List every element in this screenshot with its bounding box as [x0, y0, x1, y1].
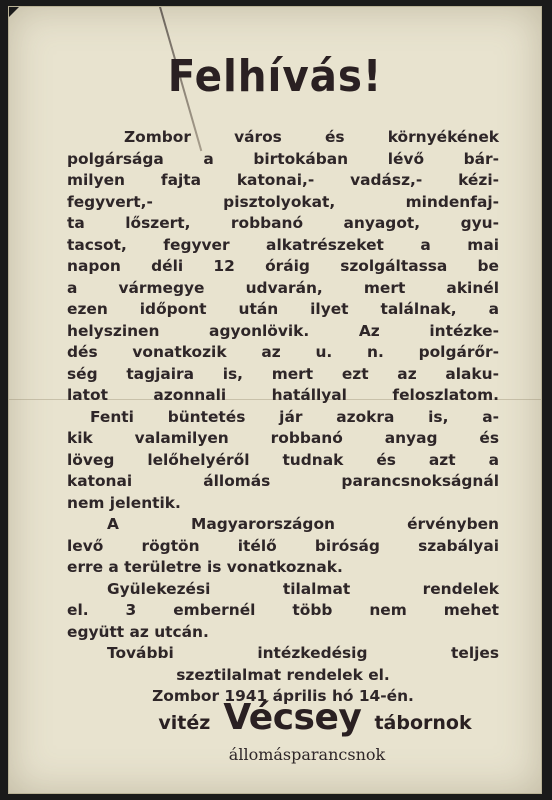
- body-line: erre a területre is vonatkoznak.: [67, 558, 343, 576]
- body-line: kik valamilyen robbanó anyag és: [67, 429, 499, 447]
- body-line: szeztilalmat rendelek el.: [176, 665, 390, 684]
- body-line: együtt az utcán.: [67, 622, 209, 641]
- body-line: További intézkedésig teljes: [107, 644, 499, 662]
- body-line: napon déli 12 óráig szolgáltassa be: [67, 257, 499, 275]
- poster-title: Felhívás!: [167, 51, 383, 102]
- body-line: Gyülekezési tilalmat rendelek: [107, 579, 499, 598]
- poster-body: [67, 127, 499, 708]
- poster-sheet: [8, 6, 542, 794]
- body-line: polgársága a birtokában lévő bár-: [67, 149, 499, 168]
- torn-corner: [8, 6, 21, 19]
- body-line: nem jelentik.: [67, 493, 181, 512]
- body-line: ta lőszert, robbanó anyagot, gyu-: [67, 214, 499, 232]
- body-line: katonai állomás parancsnokságnál: [67, 472, 499, 490]
- body-line: milyen fajta katonai,- vadász,- kézi-: [67, 171, 499, 189]
- date-line: Zombor 1941 április hó 14-én.: [152, 687, 414, 705]
- body-line: a vármegye udvarán, mert akinél: [67, 278, 499, 297]
- station-commander: állomásparancsnok: [228, 745, 386, 764]
- body-line: Fenti büntetés jár azokra is, a-: [90, 407, 499, 426]
- body-line: fegyvert,- pisztolyokat, mindenfaj-: [67, 192, 499, 211]
- body-line: el. 3 embernél több nem mehet: [67, 601, 499, 619]
- body-line: latot azonnali hatállyal feloszlatom.: [67, 386, 499, 404]
- signature: [9, 697, 541, 738]
- body-line: ség tagjaira is, mert ezt az alaku-: [67, 364, 499, 383]
- body-line: dés vonatkozik az u. n. polgárőr-: [67, 343, 499, 361]
- signature-rank: tábornok: [374, 712, 472, 734]
- body-line: löveg lelőhelyéről tudnak és azt a: [67, 450, 499, 469]
- body-line: tacsot, fegyver alkatrészeket a mai: [67, 235, 499, 254]
- body-line: levő rögtön itélő biróság szabályai: [67, 536, 499, 555]
- body-line: ezen időpont után ilyet találnak, a: [67, 300, 499, 318]
- body-line: helyszinen agyonlövik. Az intézke-: [67, 321, 499, 340]
- body-line: A Magyarországon érvényben: [107, 515, 499, 533]
- body-line: Zombor város és környékének: [124, 128, 499, 146]
- signature-name: Vécsey: [223, 697, 362, 738]
- signature-prefix: vitéz: [158, 712, 211, 734]
